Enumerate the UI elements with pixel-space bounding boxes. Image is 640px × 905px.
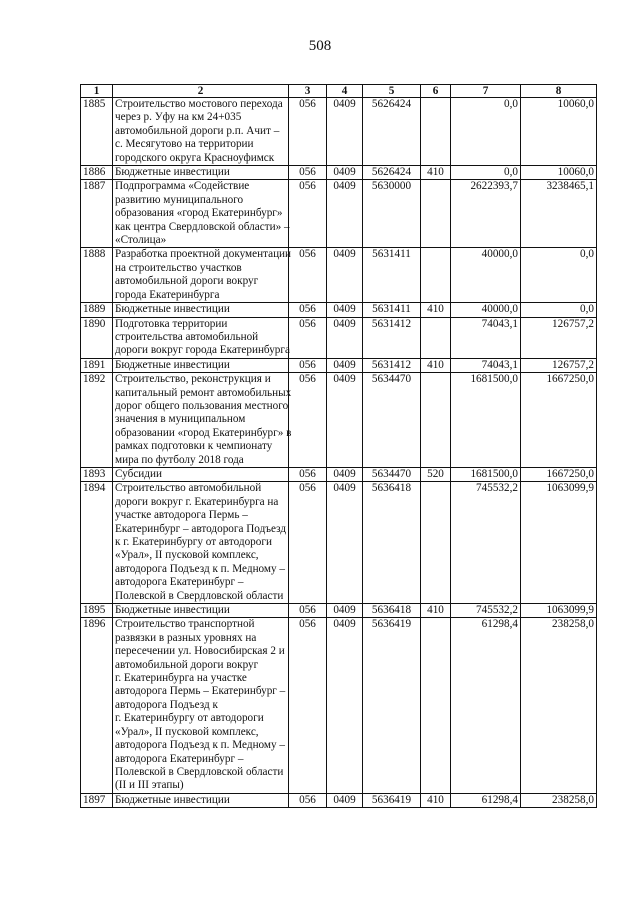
expense-type-cell: [421, 180, 451, 248]
row-number-cell: 1891: [81, 358, 113, 372]
row-number-cell: 1885: [81, 98, 113, 166]
section-code-cell: 0409: [327, 180, 363, 248]
expense-type-cell: [421, 98, 451, 166]
row-name-line: Строительство транспортной: [115, 618, 255, 631]
amount-2015-cell: 1063099,9: [521, 482, 597, 604]
col-header-4: 4: [327, 85, 363, 98]
row-name-line: «Урал», II пусковой комплекс,: [115, 725, 259, 738]
row-number-cell: 1888: [81, 248, 113, 303]
amount-2015-cell: 3238465,1: [521, 180, 597, 248]
row-name-line: «Столица»: [115, 234, 167, 247]
row-name-line: Разработка проектной документации: [115, 248, 292, 261]
ministry-code-cell: 056: [289, 303, 327, 317]
row-name-cell: [113, 618, 289, 793]
row-number-cell: 1896: [81, 618, 113, 793]
row-name-line: Екатеринбург – автодорога Подъезд: [115, 522, 287, 535]
section-code-cell: 0409: [327, 618, 363, 793]
row-name-cell: [113, 303, 289, 317]
expense-type-cell: [421, 317, 451, 358]
row-name-line: Подготовка территории: [115, 317, 228, 330]
row-name-line: дороги вокруг города Екатеринбурга: [115, 344, 290, 357]
expense-type-cell: 410: [421, 604, 451, 618]
ministry-code-cell: 056: [289, 793, 327, 807]
row-number-cell: 1887: [81, 180, 113, 248]
col-header-3: 3: [289, 85, 327, 98]
amount-2014-cell: 0,0: [451, 166, 521, 180]
table-body: [81, 98, 597, 808]
row-name-line: значения в муниципальном: [115, 413, 246, 426]
ministry-code-cell: 056: [289, 248, 327, 303]
expense-type-cell: [421, 482, 451, 604]
row-name-cell: [113, 98, 289, 166]
expense-type-cell: 410: [421, 303, 451, 317]
row-name-line: Строительство, реконструкция и: [115, 373, 271, 386]
ministry-code-cell: 056: [289, 180, 327, 248]
amount-2015-cell: 1063099,9: [521, 604, 597, 618]
expense-type-cell: 410: [421, 793, 451, 807]
amount-2015-cell: 238258,0: [521, 793, 597, 807]
row-name-line: пересечении ул. Новосибирская 2 и: [115, 645, 285, 658]
row-name-line: Бюджетные инвестиции: [115, 358, 230, 371]
row-name-line: через р. Уфу на км 24+035: [115, 111, 242, 124]
table-row: [81, 358, 597, 372]
row-name-cell: [113, 482, 289, 604]
table-row: [81, 303, 597, 317]
table-row: [81, 793, 597, 807]
target-code-cell: 5631412: [363, 358, 421, 372]
expense-type-cell: [421, 618, 451, 793]
row-name-line: Субсидии: [115, 467, 162, 480]
row-name-line: Строительство мостового перехода: [115, 98, 283, 110]
amount-2014-cell: 1681500,0: [451, 467, 521, 481]
ministry-code-cell: 056: [289, 373, 327, 468]
target-code-cell: 5636418: [363, 482, 421, 604]
row-name-cell: [113, 166, 289, 180]
row-name-line: Бюджетные инвестиции: [115, 604, 230, 617]
ministry-code-cell: 056: [289, 317, 327, 358]
row-name-line: автодорога Подъезд к: [115, 698, 218, 711]
table-row: [81, 604, 597, 618]
amount-2014-cell: 74043,1: [451, 317, 521, 358]
row-number-cell: 1893: [81, 467, 113, 481]
table-row: [81, 618, 597, 793]
col-header-2: 2: [113, 85, 289, 98]
row-number-cell: 1894: [81, 482, 113, 604]
target-code-cell: 5634470: [363, 467, 421, 481]
row-name-line: автомобильной дороги вокруг: [115, 275, 259, 288]
section-code-cell: 0409: [327, 373, 363, 468]
expense-type-cell: [421, 248, 451, 303]
row-name-line: рамках подготовки к чемпионату: [115, 440, 273, 453]
amount-2015-cell: 0,0: [521, 303, 597, 317]
row-name-cell: [113, 248, 292, 303]
amount-2015-cell: 0,0: [521, 248, 597, 303]
amount-2014-cell: 0,0: [451, 98, 521, 166]
target-code-cell: 5631411: [363, 303, 421, 317]
ministry-code-cell: 056: [289, 618, 327, 793]
row-name-line: г. Екатеринбурга на участке: [115, 672, 247, 685]
ministry-code-cell: 056: [289, 98, 327, 166]
table-row: [81, 317, 597, 358]
amount-2014-cell: 40000,0: [451, 248, 521, 303]
row-name-cell: [113, 373, 292, 468]
row-name-line: автодорога Подъезд к п. Медному –: [115, 739, 285, 752]
row-name-line: «Урал», II пусковой комплекс,: [115, 549, 259, 562]
row-name-line: мира по футболу 2018 года: [115, 453, 244, 466]
expense-type-cell: 410: [421, 166, 451, 180]
section-code-cell: 0409: [327, 604, 363, 618]
table-row: [81, 98, 597, 166]
row-name-cell: [113, 604, 289, 618]
row-name-cell: [113, 793, 289, 807]
table-row: [81, 166, 597, 180]
section-code-cell: 0409: [327, 482, 363, 604]
row-name-line: Полевской в Свердловской области: [115, 589, 284, 602]
section-code-cell: 0409: [327, 317, 363, 358]
target-code-cell: 5626424: [363, 166, 421, 180]
row-name-cell: [113, 358, 289, 372]
row-name-line: Полевской в Свердловской области: [115, 765, 284, 778]
row-name-cell: [113, 180, 289, 248]
amount-2015-cell: 238258,0: [521, 618, 597, 793]
amount-2014-cell: 40000,0: [451, 303, 521, 317]
section-code-cell: 0409: [327, 358, 363, 372]
row-name-line: г. Екатеринбургу от автодороги: [115, 712, 264, 725]
row-name-line: автодорога Екатеринбург –: [115, 576, 244, 589]
target-code-cell: 5630000: [363, 180, 421, 248]
target-code-cell: 5626424: [363, 98, 421, 166]
amount-2015-cell: 10060,0: [521, 166, 597, 180]
row-name-line: Бюджетные инвестиции: [115, 793, 230, 806]
table-header-row: [81, 85, 597, 98]
ministry-code-cell: 056: [289, 482, 327, 604]
row-number-cell: 1897: [81, 793, 113, 807]
row-name-line: образования «город Екатеринбург»: [115, 207, 283, 220]
budget-table: [80, 84, 597, 808]
target-code-cell: 5636418: [363, 604, 421, 618]
section-code-cell: 0409: [327, 793, 363, 807]
table-row: [81, 482, 597, 604]
amount-2014-cell: 61298,4: [451, 618, 521, 793]
target-code-cell: 5636419: [363, 793, 421, 807]
expense-type-cell: 520: [421, 467, 451, 481]
row-name-line: (II и III этапы): [115, 779, 184, 792]
row-name-line: дорог общего пользования местного: [115, 399, 289, 412]
row-number-cell: 1889: [81, 303, 113, 317]
section-code-cell: 0409: [327, 248, 363, 303]
row-name-line: автодорога Подъезд к п. Медному –: [115, 562, 285, 575]
row-name-line: строительства автомобильной: [115, 330, 259, 343]
section-code-cell: 0409: [327, 467, 363, 481]
col-header-1: 1: [81, 85, 113, 98]
row-number-cell: 1886: [81, 166, 113, 180]
row-name-line: автодорога Екатеринбург –: [115, 752, 244, 765]
row-name-line: Строительство автомобильной: [115, 482, 262, 495]
col-header-7: 7: [451, 85, 521, 98]
table-row: [81, 180, 597, 248]
ministry-code-cell: 056: [289, 166, 327, 180]
row-name-line: Бюджетные инвестиции: [115, 303, 230, 316]
table-row: [81, 248, 597, 303]
amount-2014-cell: 1681500,0: [451, 373, 521, 468]
section-code-cell: 0409: [327, 166, 363, 180]
col-header-6: 6: [421, 85, 451, 98]
row-name-line: капитальный ремонт автомобильных: [115, 386, 292, 399]
amount-2015-cell: 1667250,0: [521, 373, 597, 468]
ministry-code-cell: 056: [289, 604, 327, 618]
target-code-cell: 5636419: [363, 618, 421, 793]
row-name-line: городского округа Красноуфимск: [115, 151, 275, 164]
row-name-line: как центра Свердловской области» –: [115, 220, 290, 233]
row-name-line: автомобильной дороги вокруг: [115, 658, 259, 671]
table-row: [81, 373, 597, 468]
expense-type-cell: 410: [421, 358, 451, 372]
row-name-cell: [113, 467, 289, 481]
row-name-line: Подпрограмма «Содействие: [115, 180, 250, 193]
row-name-line: автодорога Пермь – Екатеринбург –: [115, 685, 286, 698]
amount-2015-cell: 10060,0: [521, 98, 597, 166]
amount-2014-cell: 745532,2: [451, 604, 521, 618]
ministry-code-cell: 056: [289, 467, 327, 481]
amount-2014-cell: 61298,4: [451, 793, 521, 807]
row-number-cell: 1895: [81, 604, 113, 618]
expense-type-cell: [421, 373, 451, 468]
amount-2015-cell: 126757,2: [521, 317, 597, 358]
row-name-line: с. Месягутово на территории: [115, 138, 254, 151]
row-name-line: развязки в разных уровнях на: [115, 631, 257, 644]
ministry-code-cell: 056: [289, 358, 327, 372]
section-code-cell: 0409: [327, 303, 363, 317]
row-number-cell: 1892: [81, 373, 113, 468]
row-name-line: участке автодорога Пермь –: [115, 509, 248, 522]
row-name-line: на строительство участков: [115, 261, 242, 274]
row-name-line: города Екатеринбурга: [115, 288, 220, 301]
target-code-cell: 5631412: [363, 317, 421, 358]
amount-2014-cell: 2622393,7: [451, 180, 521, 248]
amount-2015-cell: 126757,2: [521, 358, 597, 372]
col-header-8: 8: [521, 85, 597, 98]
row-name-cell: [113, 317, 289, 358]
amount-2014-cell: 74043,1: [451, 358, 521, 372]
page-number: 508: [308, 38, 332, 54]
row-name-line: к г. Екатеринбургу от автодороги: [115, 536, 272, 548]
table-row: [81, 467, 597, 481]
row-number-cell: 1890: [81, 317, 113, 358]
target-code-cell: 5631411: [363, 248, 421, 303]
row-name-line: образовании «город Екатеринбург» в: [115, 426, 292, 439]
row-name-line: дороги вокруг г. Екатеринбурга на: [115, 495, 279, 508]
row-name-line: Бюджетные инвестиции: [115, 166, 230, 179]
row-name-line: развитию муниципального: [115, 193, 244, 206]
row-name-line: автомобильной дороги р.п. Ачит –: [115, 124, 280, 137]
target-code-cell: 5634470: [363, 373, 421, 468]
col-header-5: 5: [363, 85, 421, 98]
amount-2015-cell: 1667250,0: [521, 467, 597, 481]
amount-2014-cell: 745532,2: [451, 482, 521, 604]
section-code-cell: 0409: [327, 98, 363, 166]
